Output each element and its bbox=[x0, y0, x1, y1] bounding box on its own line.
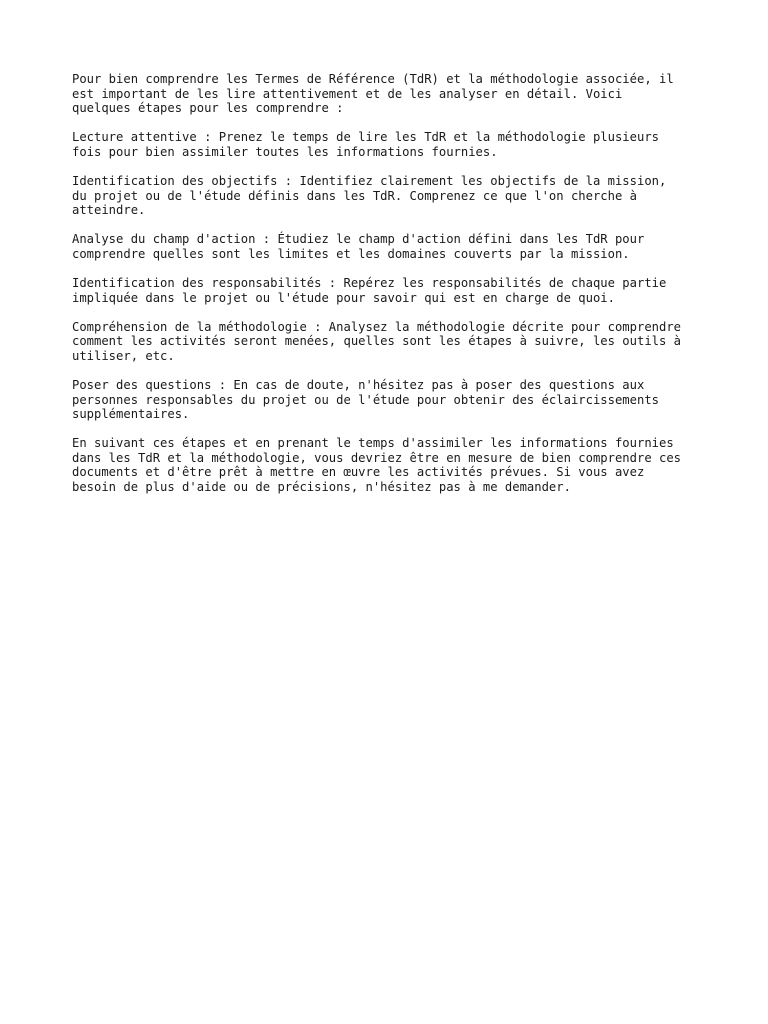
conclusion-paragraph: En suivant ces étapes et en prenant le temps d'assimiler les informations fournies dans les TdR et la méthodologie, vous devriez être en mesure de bien comprendre ces documents et d'être prêt à mettre en œuvre les activités prévues. Si vous avez besoin de plus d'aide ou de précisions, n'hésitez pas à me demander. bbox=[72, 436, 682, 494]
intro-paragraph: Pour bien comprendre les Termes de Référence (TdR) et la méthodologie associée, il est important de les lire attentivement et de les analyser en détail. Voici quelques étapes pour les comprendre : bbox=[72, 72, 674, 116]
step-objectives-paragraph: Identification des objectifs : Identifiez clairement les objectifs de la mission, du projet ou de l'étude définis dans les TdR. Comprenez ce que l'on cherche à atteindre. bbox=[72, 173, 667, 218]
step-methodology-paragraph: Compréhension de la méthodologie : Analysez la méthodologie décrite pour comprendre comment les activités seront menées, quelles sont les étapes à suivre, les outils à utiliser, etc. bbox=[72, 319, 682, 363]
step-reading-paragraph: Lecture attentive : Prenez le temps de lire les TdR et la méthodologie plusieurs fois pour bien assimiler toutes les informations fournies. bbox=[72, 130, 659, 159]
step-questions-paragraph: Poser des questions : En cas de doute, n'hésitez pas à poser des questions aux personnes responsables du projet ou de l'étude pour obtenir des éclaircissements supplémentaires. bbox=[72, 377, 659, 422]
step-responsibilities-paragraph: Identification des responsabilités : Repérez les responsabilités de chaque partie impliquée dans le projet ou l'étude pour savoir qui est en charge de quoi. bbox=[72, 275, 667, 305]
document-page bbox=[72, 72, 712, 509]
step-scope-paragraph: Analyse du champ d'action : Étudiez le champ d'action défini dans les TdR pour comprendre quelles sont les limites et les domaines couverts par la mission. bbox=[72, 232, 645, 261]
